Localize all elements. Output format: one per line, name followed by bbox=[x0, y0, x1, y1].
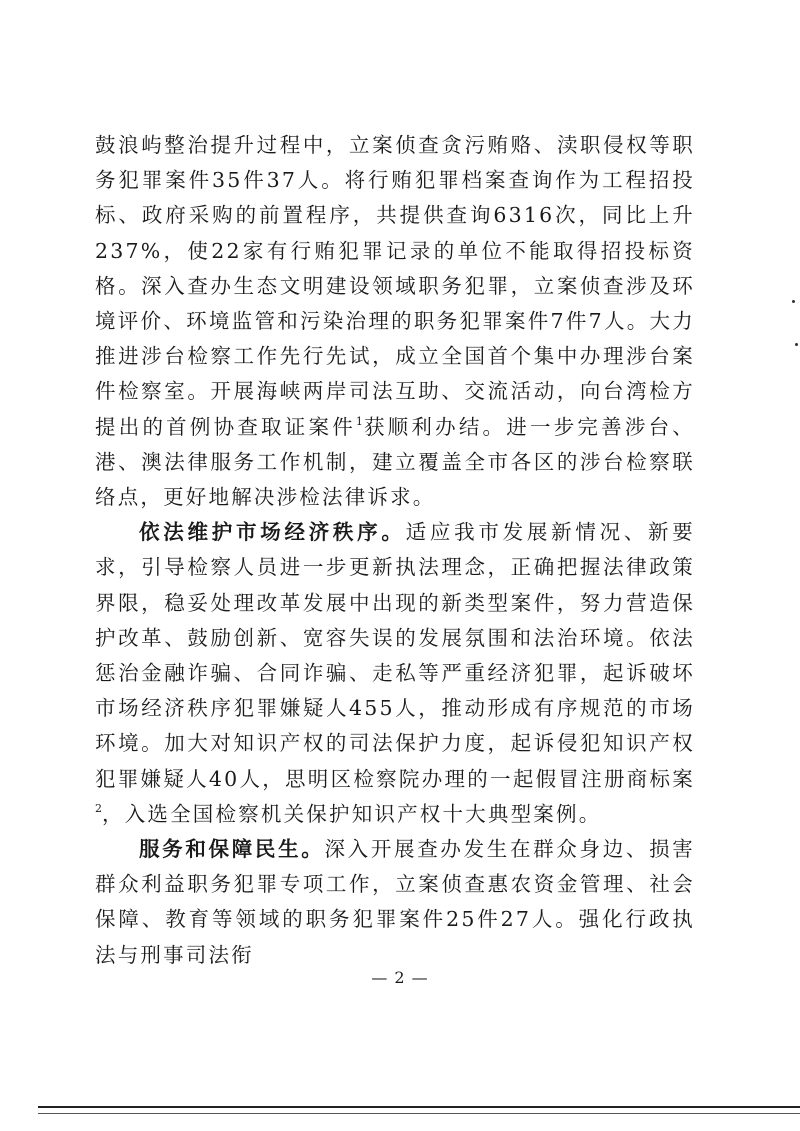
page-number: — 2 — bbox=[371, 968, 429, 987]
paragraph-2-text-cont: ，入选全国检察机关保护知识产权十大典型案例。 bbox=[102, 801, 602, 826]
paragraph-2-text: 适应我市发展新情况、新要求，引导检察人员进一步更新执法理念，正确把握法律政策界限，稳妥处理改革发展中出现的新类型案件，努力营造保护改革、鼓励创新、宽容失误的发展氛围和法治环境。依法惩治金融诈骗、合同诈骗、走私等严重经济犯罪，起诉破坏市场经济秩序犯罪嫌疑人455人，推动形成有序规范的市场环境。加大对知识产权的司法保护力度，起诉侵犯知识产权犯罪嫌疑人40人，思明区检察院办理的一起假冒注册商标案 bbox=[95, 520, 696, 791]
paragraph-1-text-cont: 获顺利办结。进一步完善涉台、港、澳法律服务工作机制，建立覆盖全市各区的涉台检察联络点，更好地解决涉检法律诉求。 bbox=[95, 414, 695, 510]
scan-edge-line-thin bbox=[38, 1113, 800, 1114]
paragraph-2-heading: 依法维护市场经济秩序。 bbox=[139, 520, 406, 545]
paragraph-1 bbox=[95, 128, 695, 515]
footnote-ref-2: 2 bbox=[95, 801, 102, 815]
body-text bbox=[95, 128, 695, 973]
scan-speck bbox=[792, 300, 795, 303]
paragraph-1-text: 鼓浪屿整治提升过程中，立案侦查贪污贿赂、渎职侵权等职务犯罪案件35件37人。将行贿犯罪档案查询作为工程招投标、政府采购的前置程序，共提供查询6316次，同比上升237%，使22家有行贿犯罪记录的单位不能取得招投标资格。深入查办生态文明建设领域职务犯罪，立案侦查涉及环境评价、环境监管和污染治理的职务犯罪案件7件7人。大力推进涉台检察工作先行先试，成立全国首个集中办理涉台案件检察室。开展海峡两岸司法互助、交流活动，向台湾检方提出的首例协查取证案件 bbox=[95, 133, 695, 439]
scan-edge-line bbox=[38, 1106, 800, 1108]
paragraph-2 bbox=[95, 515, 695, 832]
scan-speck bbox=[795, 343, 798, 346]
paragraph-3-text: 深入开展查办发生在群众身边、损害群众利益职务犯罪专项工作，立案侦查惠农资金管理、社会保障、教育等领域的职务犯罪案件25件27人。强化行政执法与刑事司法衔 bbox=[95, 837, 695, 967]
paragraph-3 bbox=[95, 832, 695, 973]
paragraph-3-heading: 服务和保障民生。 bbox=[139, 837, 325, 862]
footnote-ref-1: 1 bbox=[355, 414, 363, 428]
